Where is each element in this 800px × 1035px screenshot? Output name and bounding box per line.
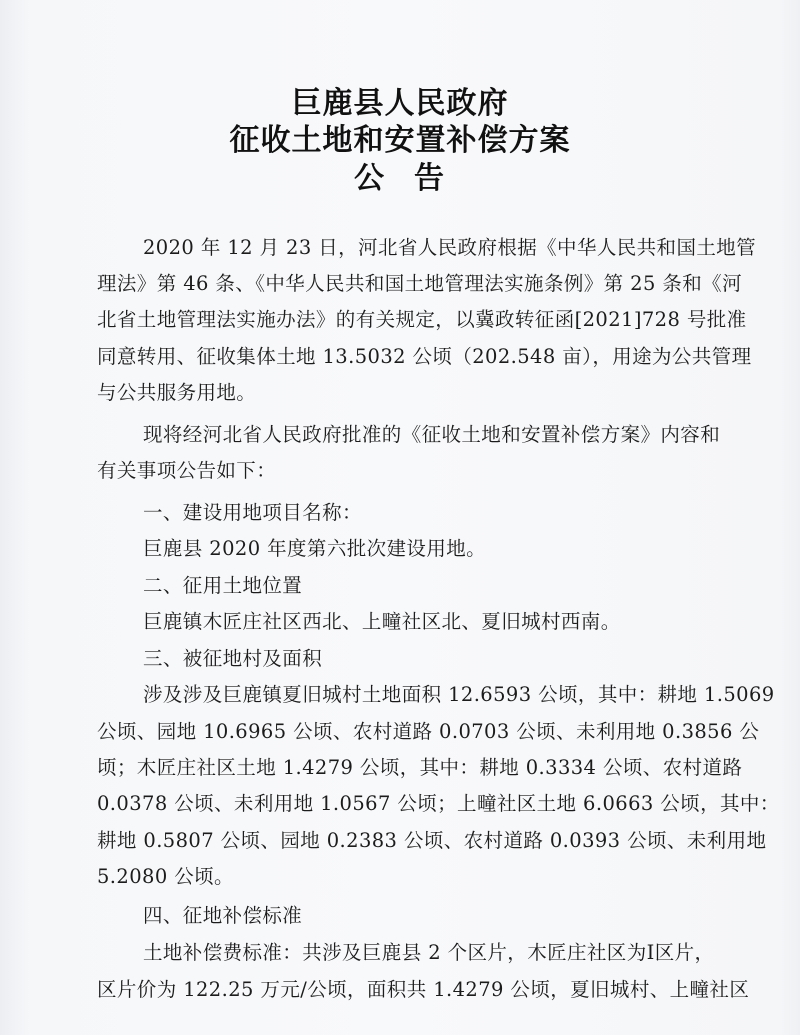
body-text-line: 巨鹿镇木匠庄社区西北、上疃社区北、夏旧城村西南。 — [143, 610, 621, 633]
body-text-line: 北省土地管理法实施办法》的有关规定，以冀政转征函[2021]728 号批准 — [97, 308, 747, 331]
body-text-line: 理法》第 46 条、《中华人民共和国土地管理法实施条例》第 25 条和《河 — [97, 272, 742, 295]
body-text-line: 耕地 0.5807 公顷、园地 0.2383 公顷、农村道路 0.0393 公顷、未利用地 — [97, 829, 767, 852]
body-text-line: 涉及涉及巨鹿镇夏旧城村土地面积 12.6593 公顷，其中：耕地 1.5069 — [143, 683, 775, 706]
title-line-government: 巨鹿县人民政府 — [291, 86, 509, 121]
body-text-line: 一、建设用地项目名称： — [143, 501, 362, 524]
body-text-line: 公顷、园地 10.6965 公顷、农村道路 0.0703 公顷、未利用地 0.3856 公 — [97, 720, 760, 743]
title-line-plan: 征收土地和安置补偿方案 — [229, 123, 571, 158]
body-text-line: 巨鹿县 2020 年度第六批次建设用地。 — [143, 537, 487, 560]
body-text-line: 5.2080 公顷。 — [97, 865, 234, 888]
body-text-line: 0.0378 公顷、未利用地 1.0567 公顷；上疃社区土地 6.0663 公顷，其中： — [97, 792, 780, 815]
body-text-line: 与公共服务用地。 — [97, 381, 257, 404]
body-text-line: 有关事项公告如下： — [97, 459, 277, 482]
body-text-line: 四、征地补偿标准 — [143, 904, 303, 927]
body-text-line: 现将经河北省人民政府批准的《征收土地和安置补偿方案》内容和 — [143, 423, 721, 446]
body-text-line: 土地补偿费标准：共涉及巨鹿县 2 个区片，木匠庄社区为Ⅰ区片， — [143, 941, 715, 964]
body-text-line: 二、征用土地位置 — [143, 574, 303, 597]
body-text-line: 区片价为 122.25 万元/公顷，面积共 1.4279 公顷，夏旧城村、上疃社区 — [97, 978, 750, 1001]
body-text-line: 三、被征地村及面积 — [143, 647, 323, 670]
body-text-line: 顷；木匠庄社区土地 1.4279 公顷，其中：耕地 0.3334 公顷、农村道路 — [97, 756, 743, 779]
title-line-notice: 公告 — [354, 161, 474, 196]
body-text-line: 同意转用、征收集体土地 13.5032 公顷（202.548 亩），用途为公共管理 — [97, 345, 752, 368]
body-text-line: 2020 年 12 月 23 日，河北省人民政府根据《中华人民共和国土地管 — [143, 236, 757, 259]
